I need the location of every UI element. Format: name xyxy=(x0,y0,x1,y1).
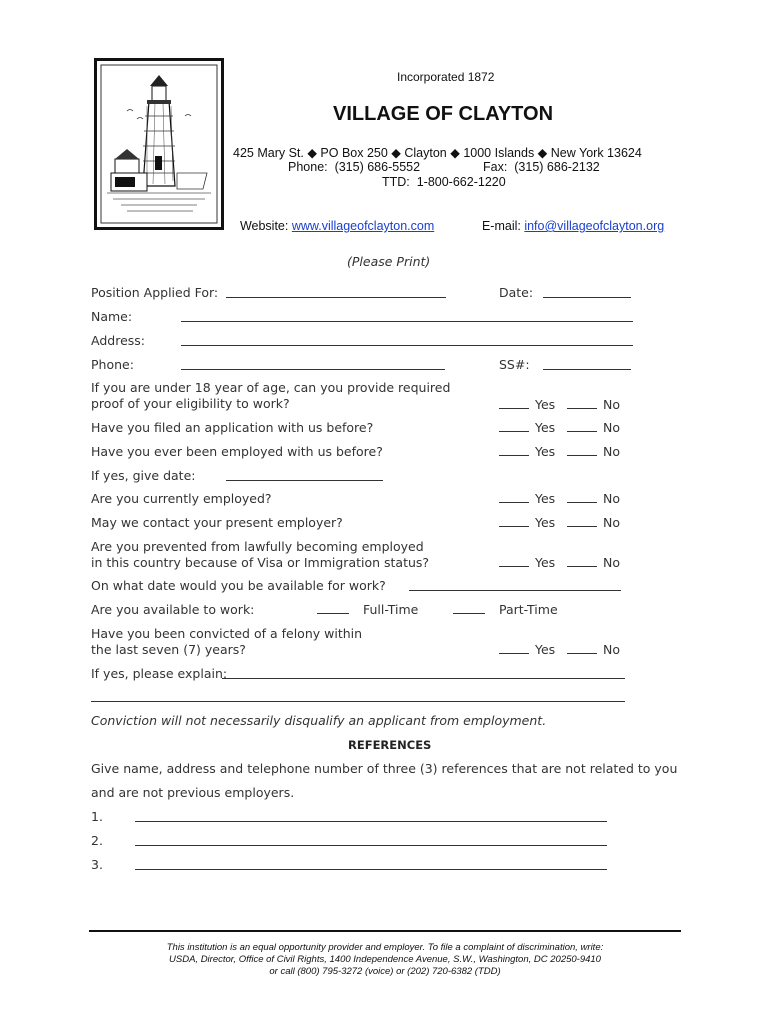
contact-employer-question: May we contact your present employer? xyxy=(91,515,343,530)
email-label: E-mail: xyxy=(481,219,525,233)
contact-employer-no[interactable]: No xyxy=(567,515,620,530)
reference-number-3: 3. xyxy=(91,857,103,872)
felony-question-line1: Have you been convicted of a felony within xyxy=(91,626,363,641)
under18-question-line2: proof of your eligibility to work? xyxy=(91,396,290,411)
filed-yes[interactable]: Yes xyxy=(499,420,555,435)
reference-number-1: 1. xyxy=(91,809,103,824)
lighthouse-logo xyxy=(94,58,224,230)
currently-employed-yes[interactable]: Yes xyxy=(499,491,555,506)
explain-field-line2[interactable] xyxy=(91,701,625,702)
name-field[interactable] xyxy=(181,321,633,322)
under18-question-line1: If you are under 18 year of age, can you provide required xyxy=(91,380,451,395)
address-label: Address: xyxy=(91,333,145,348)
address-field[interactable] xyxy=(181,345,633,346)
incorporated-text: Incorporated 1872 xyxy=(397,70,495,84)
reference-field-3[interactable] xyxy=(135,869,607,870)
page-title: VILLAGE OF CLAYTON xyxy=(333,103,554,125)
reference-field-1[interactable] xyxy=(135,821,607,822)
email-link[interactable]: info@villageofclayton.org xyxy=(524,219,665,233)
references-intro-line2: and are not previous employers. xyxy=(91,785,295,800)
fax-line: Fax: (315) 686-2132 xyxy=(483,160,600,174)
reference-field-2[interactable] xyxy=(135,845,607,846)
phone-label: Phone: xyxy=(91,357,134,372)
footer-line3: or call (800) 795-3272 (voice) or (202) 720-6382 (TDD) xyxy=(269,966,501,977)
under18-yes[interactable]: Yes xyxy=(499,397,555,412)
felony-yes[interactable]: Yes xyxy=(499,642,555,657)
employed-before-yes[interactable]: Yes xyxy=(499,444,555,459)
references-intro-line1: Give name, address and telephone number of three (3) references that are not related to you xyxy=(91,761,678,776)
available-to-work-question: Are you available to work: xyxy=(91,602,255,617)
felony-question-line2: the last seven (7) years? xyxy=(91,642,246,657)
footer-notice xyxy=(89,942,681,978)
conviction-note: Conviction will not necessarily disqualify an applicant from employment. xyxy=(91,713,547,728)
address-line: 425 Mary St. ◆ PO Box 250 ◆ Clayton ◆ 1000 Islands ◆ New York 13624 xyxy=(233,146,642,160)
currently-employed-no[interactable]: No xyxy=(567,491,620,506)
lighthouse-icon xyxy=(97,61,221,227)
phone-line: Phone: (315) 686-5552 xyxy=(288,160,421,174)
filed-no[interactable]: No xyxy=(567,420,620,435)
under18-no[interactable]: No xyxy=(567,397,620,412)
name-label: Name: xyxy=(91,309,133,324)
available-date-question: On what date would you be available for work? xyxy=(91,578,386,593)
prevented-yes[interactable]: Yes xyxy=(499,555,555,570)
email-row xyxy=(475,205,664,233)
full-time-option[interactable]: Full-Time xyxy=(317,602,418,617)
footer-divider xyxy=(89,930,681,932)
employed-before-question: Have you ever been employed with us before? xyxy=(91,444,383,459)
part-time-option[interactable]: Part-Time xyxy=(453,602,558,617)
prevented-no[interactable]: No xyxy=(567,555,620,570)
explain-field-line1[interactable] xyxy=(222,678,625,679)
website-row xyxy=(233,205,434,233)
references-heading: REFERENCES xyxy=(348,738,432,752)
footer-line2: USDA, Director, Office of Civil Rights, 1400 Independence Avenue, S.W., Washington, DC 20250-9410 xyxy=(169,954,601,965)
employed-before-no[interactable]: No xyxy=(567,444,620,459)
available-date-field[interactable] xyxy=(409,590,621,591)
footer-line1: This institution is an equal opportunity provider and employer. To file a complaint of discrimination, write: xyxy=(166,942,604,953)
please-print-note: (Please Print) xyxy=(347,254,431,269)
position-field[interactable] xyxy=(226,297,446,298)
felony-no[interactable]: No xyxy=(567,642,620,657)
position-label: Position Applied For: xyxy=(91,285,219,300)
date-field[interactable] xyxy=(543,297,631,298)
prevented-question-line2: in this country because of Visa or Immigration status? xyxy=(91,555,430,570)
reference-number-2: 2. xyxy=(91,833,103,848)
explain-label: If yes, please explain: xyxy=(91,666,228,681)
ssn-label: SS#: xyxy=(499,357,530,372)
date-label: Date: xyxy=(499,285,534,300)
website-label: Website: xyxy=(239,219,292,233)
ssn-field[interactable] xyxy=(543,369,631,370)
website-link[interactable]: www.villageofclayton.com xyxy=(291,219,435,233)
if-yes-date-field[interactable] xyxy=(226,480,383,481)
currently-employed-question: Are you currently employed? xyxy=(91,491,272,506)
ttd-line: TTD: 1-800-662-1220 xyxy=(382,175,506,189)
contact-employer-yes[interactable]: Yes xyxy=(499,515,555,530)
prevented-question-line1: Are you prevented from lawfully becoming employed xyxy=(91,539,424,554)
phone-field[interactable] xyxy=(181,369,445,370)
if-yes-date-label: If yes, give date: xyxy=(91,468,196,483)
filed-question: Have you filed an application with us before? xyxy=(91,420,374,435)
